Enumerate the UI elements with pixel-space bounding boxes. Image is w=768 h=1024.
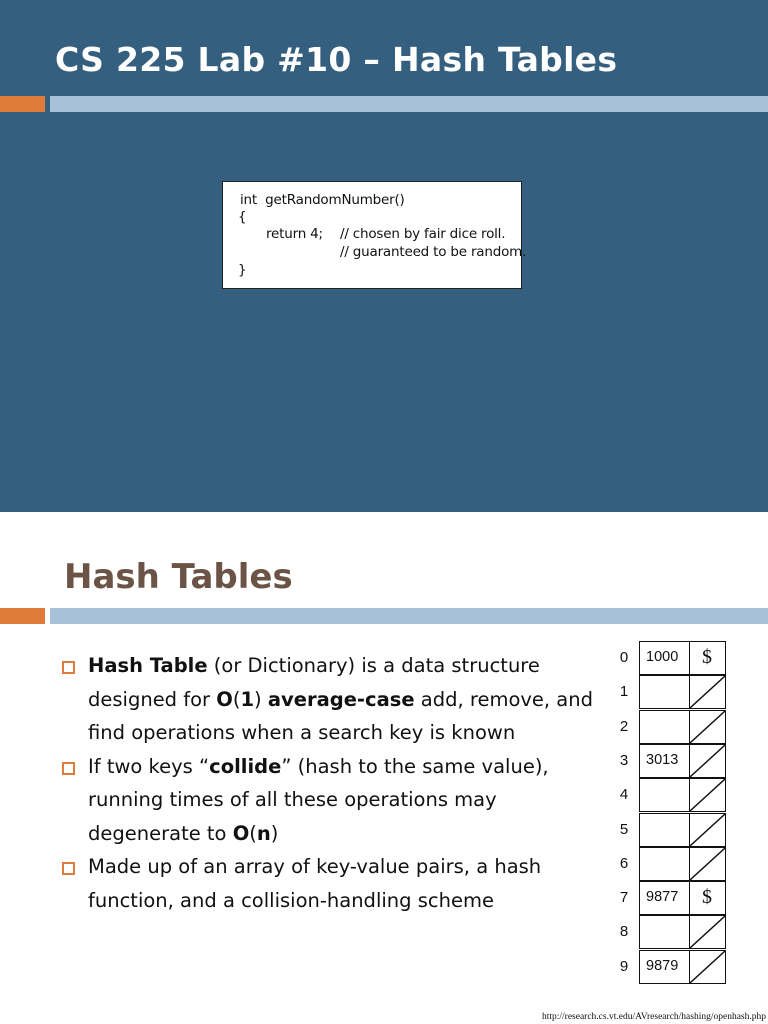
square-bullet-icon (62, 661, 75, 674)
code-line-signature: int getRandomNumber() (240, 192, 405, 208)
null-slash-icon (690, 951, 725, 983)
hash-table-index: 8 (619, 923, 629, 941)
big-o: O (216, 687, 233, 711)
hash-table-index: 2 (619, 717, 629, 735)
null-slash-icon (690, 676, 725, 708)
dollar-icon: $ (702, 886, 712, 909)
heading-accent-blue-bar (50, 608, 768, 624)
bullet-item (60, 750, 600, 851)
hash-table-index: 3 (619, 751, 629, 769)
null-pointer-cell (689, 675, 726, 709)
hash-table-row (612, 881, 732, 915)
big-o-arg: n (256, 821, 271, 845)
hash-table-key-cell (639, 710, 690, 744)
big-o: O (232, 821, 250, 845)
hash-table-pointer-cell (689, 881, 726, 915)
code-line-close-brace: } (238, 262, 247, 278)
term-hash-table: Hash Table (88, 654, 208, 677)
slide-heading: Hash Tables (64, 557, 293, 597)
code-line-comment-2: // guaranteed to be random. (340, 244, 527, 260)
hash-table-key-cell: 9879 (639, 950, 690, 984)
hash-table-index: 6 (619, 854, 629, 872)
paren: ) (270, 821, 279, 845)
hash-table-row (612, 744, 732, 778)
term-average-case: average-case (267, 687, 415, 711)
dollar-icon: $ (702, 646, 712, 668)
hash-table-row (612, 675, 732, 709)
hash-table-index: 0 (619, 649, 629, 666)
null-pointer-cell (689, 915, 726, 949)
code-line-return: return 4; (266, 226, 323, 242)
null-pointer-cell (689, 950, 726, 984)
hash-table-key-cell (639, 778, 690, 812)
paren: ( (232, 687, 241, 711)
comic-code-box (222, 181, 527, 289)
paren: ( (249, 821, 257, 845)
square-bullet-icon (62, 862, 75, 875)
big-o-arg: 1 (240, 687, 255, 711)
hash-table-index: 1 (619, 683, 629, 701)
hash-table-index: 9 (619, 957, 629, 975)
heading-accent-orange-bar (0, 608, 45, 624)
bullet-text: (or Dictionary) is a data structure designed for (88, 654, 540, 711)
bullet-item (60, 850, 600, 917)
bullet-text: Made up of an array of key-value pairs, a hash function, and a collision-handling scheme (88, 855, 542, 912)
hash-table-row (612, 778, 732, 812)
hash-table-row (612, 641, 732, 675)
hash-table-key-cell: 1000 (639, 641, 690, 675)
null-pointer-cell (689, 813, 726, 847)
hash-table-index: 4 (619, 786, 629, 804)
term-collide: collide (209, 754, 282, 778)
title-accent-blue-bar (50, 96, 768, 112)
hash-table-key-cell (639, 915, 690, 949)
paren: ) (254, 687, 262, 711)
hash-table-index: 7 (619, 889, 629, 907)
hash-table-pointer-cell (689, 641, 726, 675)
bullet-item (60, 649, 600, 750)
hash-table-row (612, 915, 732, 949)
code-line-open-brace: { (238, 209, 247, 225)
null-slash-icon (690, 711, 725, 743)
hash-table-row (612, 710, 732, 744)
code-line-comment-1: // chosen by fair dice roll. (340, 226, 506, 242)
null-pointer-cell (689, 778, 726, 812)
hash-table-row (612, 950, 732, 984)
hash-table-row (612, 847, 732, 881)
hash-table-key-cell (639, 847, 690, 881)
slide-hash-tables (0, 512, 768, 1024)
null-pointer-cell (689, 847, 726, 881)
hash-table-key-cell (639, 813, 690, 847)
title-accent-orange-bar (0, 96, 45, 112)
bullet-text: ” (hash to the same value), running times of all these operations may degenerate to (88, 754, 549, 845)
hash-table-key-cell (639, 675, 690, 709)
bullet-list (60, 649, 600, 917)
bullet-text: If two keys “ (88, 754, 210, 778)
source-citation: http://research.cs.vt.edu/AVresearch/hashing/openhash.php (541, 1012, 766, 1022)
null-slash-icon (690, 779, 725, 811)
hash-table-row (612, 813, 732, 847)
hash-table-key-cell: 9877 (639, 881, 690, 915)
square-bullet-icon (62, 762, 75, 775)
slide-title-heading: CS 225 Lab #10 – Hash Tables (55, 40, 618, 79)
hash-table-index: 5 (619, 820, 629, 838)
null-pointer-cell (689, 710, 726, 744)
hash-table-key-cell: 3013 (639, 744, 690, 778)
null-slash-icon (690, 916, 725, 948)
null-slash-icon (690, 814, 725, 846)
null-slash-icon (690, 745, 725, 777)
null-pointer-cell (689, 744, 726, 778)
bullet-text: add, remove, and find operations when a search key is known (88, 687, 593, 744)
null-slash-icon (690, 848, 725, 880)
